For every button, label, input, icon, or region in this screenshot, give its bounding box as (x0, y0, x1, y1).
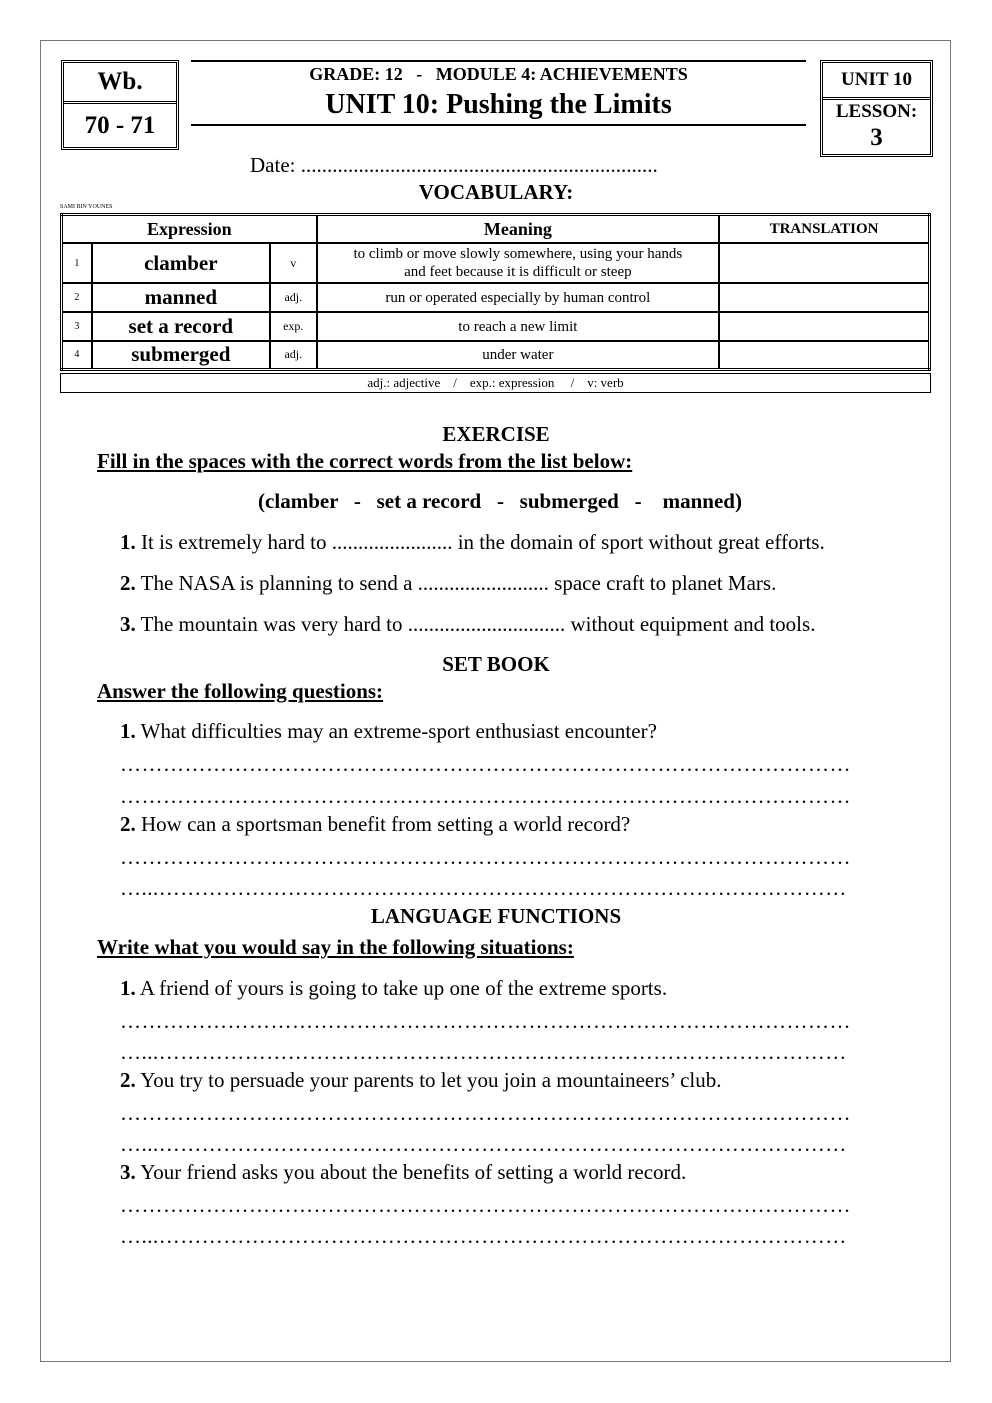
vocab-expression: manned (92, 283, 270, 312)
vocab-row (62, 283, 930, 312)
question-number: 1. (120, 719, 136, 743)
row-number: 4 (62, 341, 92, 369)
language-functions-title: LANGUAGE FUNCTIONS (370, 904, 622, 928)
vocabulary-table (60, 213, 931, 371)
question-text: What difficulties may an extreme-sport enthusiast encounter? (135, 719, 657, 743)
translation-cell[interactable] (719, 283, 929, 312)
meaning-header: Meaning (317, 215, 719, 244)
situation (120, 1068, 722, 1093)
situation-text: A friend of yours is going to take up one of the extreme sports. (135, 976, 668, 1000)
row-number: 1 (62, 243, 92, 283)
unit-lesson-box (820, 60, 933, 157)
vocabulary-title: VOCABULARY: (418, 180, 574, 204)
answer-line[interactable]: …...…………………………………………………………………………………… (120, 1224, 847, 1248)
vocab-row (62, 341, 930, 369)
expression-header: Expression (62, 215, 317, 244)
header-top-rule (191, 60, 806, 62)
answer-line[interactable]: ………………………………………………………………………………………… (120, 1193, 851, 1217)
answer-line[interactable]: ………………………………………………………………………………………… (120, 752, 851, 776)
item-number: 3. (120, 612, 136, 636)
question-number: 2. (120, 812, 136, 836)
vocab-meaning-line: to climb or move slowly somewhere, using your hands (353, 246, 683, 262)
exercise-instruction: Fill in the spaces with the correct words from the list below: (97, 449, 633, 473)
exercise-title: EXERCISE (442, 422, 550, 446)
grade-module-line: GRADE: 12 - MODULE 4: ACHIEVEMENTS (309, 64, 688, 84)
unit-title: UNIT 10: Pushing the Limits (325, 89, 672, 120)
answer-line[interactable]: ………………………………………………………………………………………… (120, 1009, 851, 1033)
vocab-row (62, 312, 930, 341)
answer-line[interactable]: …...…………………………………………………………………………………… (120, 1040, 847, 1064)
vocab-meaning-line: and feet because it is difficult or steep (404, 264, 632, 280)
question (120, 719, 657, 744)
situation-number: 2. (120, 1068, 136, 1092)
wb-pages: 70 - 71 (84, 112, 156, 139)
situation-text: Your friend asks you about the benefits of setting a world record. (135, 1160, 687, 1184)
exercise-item (120, 530, 825, 555)
answer-line[interactable]: ………………………………………………………………………………………… (120, 1101, 851, 1125)
item-number: 2. (120, 571, 136, 595)
lesson-label: LESSON: (835, 101, 918, 122)
answer-line[interactable]: …...…………………………………………………………………………………… (120, 876, 847, 900)
part-of-speech: adj. (270, 283, 317, 312)
item-text: The mountain was very hard to .............................. without equipment and tools. (135, 612, 816, 636)
row-number: 3 (62, 312, 92, 341)
question (120, 812, 630, 837)
item-text: It is extremely hard to ....................... in the domain of sport without great efforts. (135, 530, 825, 554)
item-number: 1. (120, 530, 136, 554)
date-line: Date: .................................................................... (250, 153, 658, 177)
set-book-title: SET BOOK (442, 652, 550, 676)
answer-line[interactable]: ………………………………………………………………………………………… (120, 784, 851, 808)
situation-number: 1. (120, 976, 136, 1000)
answer-line[interactable]: …...…………………………………………………………………………………… (120, 1132, 847, 1156)
wb-label: Wb. (64, 63, 176, 104)
vocab-row (62, 243, 930, 283)
item-text: The NASA is planning to send a ......................... space craft to planet Mars. (135, 571, 777, 595)
part-of-speech: v (270, 243, 317, 283)
set-book-instruction: Answer the following questions: (97, 679, 384, 703)
translation-header: TRANSLATION (719, 215, 929, 244)
vocab-expression: clamber (92, 243, 270, 283)
vocab-meaning: to reach a new limit (317, 312, 719, 341)
author-credit: SAMI BIN YOUNES (60, 204, 113, 210)
exercise-item (120, 612, 815, 637)
translation-cell[interactable] (719, 312, 929, 341)
translation-cell[interactable] (719, 341, 929, 369)
situation (120, 976, 667, 1001)
language-functions-instruction: Write what you would say in the following situations: (97, 935, 574, 959)
vocab-expression: set a record (92, 312, 270, 341)
abbreviation-legend: adj.: adjective / exp.: expression / v: verb (60, 373, 931, 393)
workbook-pages-box (61, 60, 179, 150)
question-text: How can a sportsman benefit from setting a world record? (135, 812, 631, 836)
situation-text: You try to persuade your parents to let you join a mountaineers’ club. (135, 1068, 722, 1092)
part-of-speech: exp. (270, 312, 317, 341)
lesson-number: 3 (870, 124, 883, 151)
exercise-item (120, 571, 776, 596)
vocab-meaning (317, 243, 719, 283)
header-bottom-rule (191, 124, 806, 126)
vocab-header-row (62, 215, 930, 244)
translation-cell[interactable] (719, 243, 929, 283)
situation (120, 1160, 686, 1185)
vocab-meaning: under water (317, 341, 719, 369)
word-list: (clamber - set a record - submerged - manned) (258, 489, 742, 513)
situation-number: 3. (120, 1160, 136, 1184)
unit-badge: UNIT 10 (823, 63, 930, 100)
part-of-speech: adj. (270, 341, 317, 369)
vocab-expression: submerged (92, 341, 270, 369)
row-number: 2 (62, 283, 92, 312)
answer-line[interactable]: ………………………………………………………………………………………… (120, 845, 851, 869)
vocab-meaning: run or operated especially by human control (317, 283, 719, 312)
